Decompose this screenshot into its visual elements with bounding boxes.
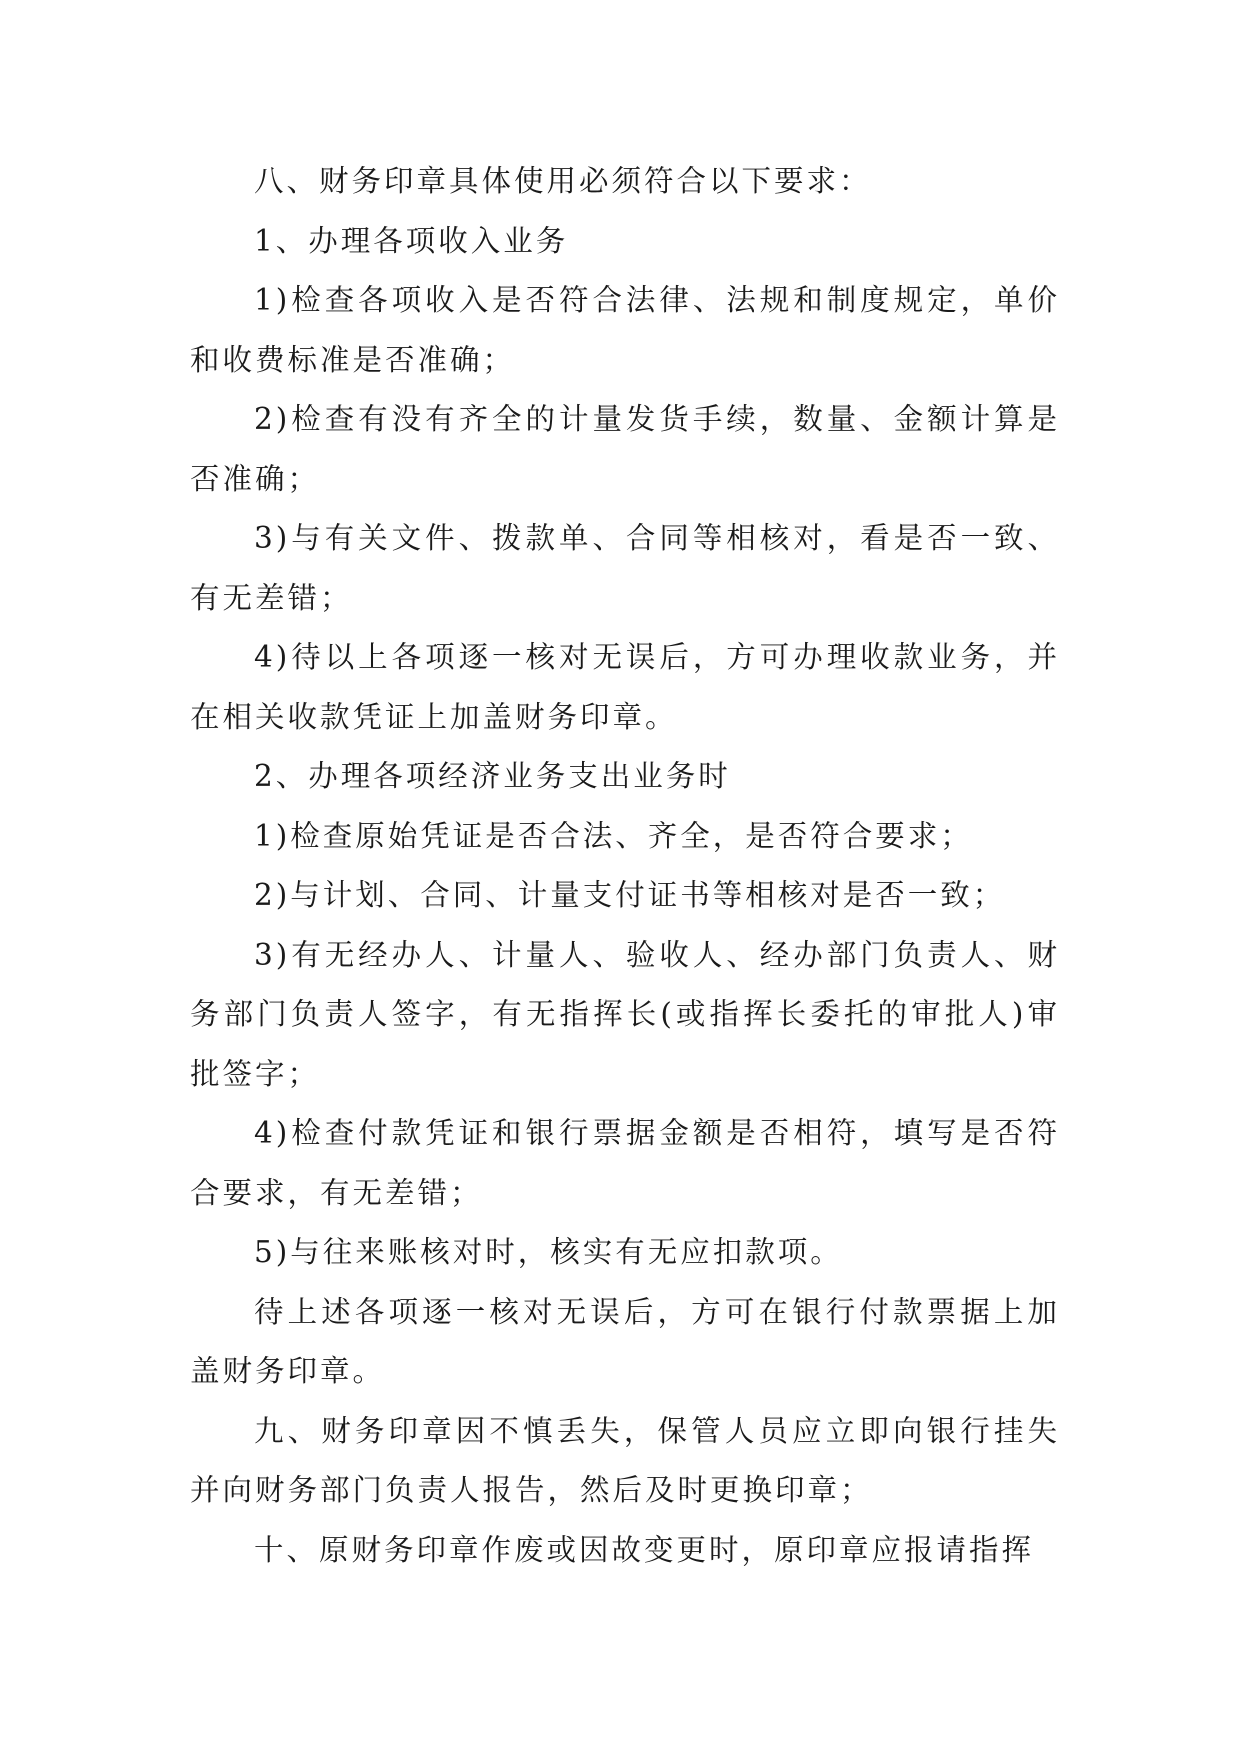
paragraph-expense-item-5: 5)与往来账核对时，核实有无应扣款项。: [254, 1235, 843, 1269]
paragraph-expense-business-heading: 2、办理各项经济业务支出业务时: [254, 759, 731, 793]
paragraph-section-9: 九、财务印章因不慎丢失，保管人员应立即向银行挂失并向财务部门负责人报告，然后及时更换印章；: [190, 1413, 1060, 1507]
paragraph-income-item-3: 3)与有关文件、拨款单、合同等相核对，看是否一致、有无差错；: [190, 521, 1060, 615]
paragraph-expense-conclusion: 待上述各项逐一核对无误后，方可在银行付款票据上加盖财务印章。: [190, 1294, 1060, 1388]
paragraph-expense-item-2: 2)与计划、合同、计量支付证书等相核对是否一致；: [254, 878, 1006, 912]
document-body: [190, 152, 1060, 1580]
paragraph-expense-item-4: 4)检查付款凭证和银行票据金额是否相符，填写是否符合要求，有无差错；: [190, 1116, 1060, 1210]
paragraph-section-10: 十、原财务印章作废或因故变更时，原印章应报请指挥: [254, 1532, 1035, 1567]
paragraph-income-item-2: 2)检查有没有齐全的计量发货手续，数量、金额计算是否准确；: [190, 402, 1060, 496]
paragraph-expense-item-1: 1)检查原始凭证是否合法、齐全，是否符合要求；: [254, 818, 973, 853]
paragraph-income-business-heading: 1、办理各项收入业务: [254, 223, 569, 258]
paragraph-income-item-1: 1)检查各项收入是否符合法律、法规和制度规定，单价和收费标准是否准确；: [190, 283, 1060, 377]
paragraph-income-item-4: 4)待以上各项逐一核对无误后，方可办理收款业务，并在相关收款凭证上加盖财务印章。: [190, 640, 1060, 734]
paragraph-expense-item-3: 3)有无经办人、计量人、验收人、经办部门负责人、财务部门负责人签字，有无指挥长(或指挥长委托的审批人)审批签字；: [190, 937, 1060, 1091]
paragraph-section-8-heading: 八、财务印章具体使用必须符合以下要求：: [254, 164, 872, 198]
